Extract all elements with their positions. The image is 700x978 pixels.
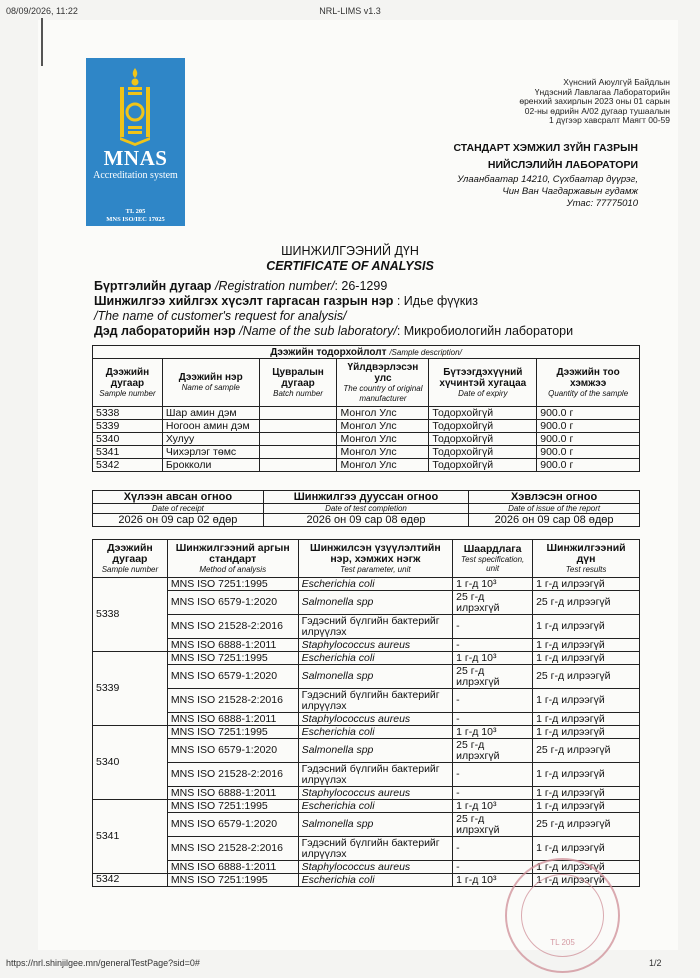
sample-row xyxy=(93,407,640,420)
result-value: 1 г-д илрээгүй xyxy=(533,763,640,787)
sample-cell: Тодорхойгүй xyxy=(429,420,537,433)
result-method: MNS ISO 7251:1995 xyxy=(167,652,298,665)
result-row xyxy=(93,800,640,813)
result-row xyxy=(93,665,640,689)
header-en: Quantity of the sample xyxy=(548,388,629,398)
result-value: 1 г-д илрээгүй xyxy=(533,726,640,739)
result-value: 25 г-д илрээгүй xyxy=(533,813,640,837)
sample-col-header xyxy=(429,359,537,407)
header-en: Name of sample xyxy=(181,383,240,392)
lab-name: СТАНДАРТ ХЭМЖИЛ ЗҮЙН ГАЗРЫН НИЙСЛЭЛИЙН ЛАБОРАТОРИ xyxy=(453,142,638,171)
result-spec: 25 г-д илрэхгүй xyxy=(453,813,533,837)
result-parameter: Гэдэсний бүлгийн бактерийг илрүүлэх xyxy=(298,689,453,713)
result-spec: 25 г-д илрэхгүй xyxy=(453,591,533,615)
header-en: Batch number xyxy=(273,388,323,398)
approval-line: өренхий захирлын 2023 оны 01 сарын xyxy=(519,96,670,106)
receipt-date-value: 2026 он 09 сар 02 өдөр xyxy=(93,514,264,527)
result-sample-number: 5341 xyxy=(93,800,168,874)
completion-date-label-en: Date of test completion xyxy=(263,504,468,514)
result-parameter: Staphylococcus aureus xyxy=(298,713,453,726)
logo-codes: TL 205 MNS ISO/IEC 17025 xyxy=(106,208,165,223)
results-col-header xyxy=(167,540,298,578)
result-row xyxy=(93,739,640,763)
result-value: 1 г-д илрээгүй xyxy=(533,652,640,665)
result-parameter: Staphylococcus aureus xyxy=(298,861,453,874)
sample-cell xyxy=(259,433,337,446)
header-en: Date of expiry xyxy=(458,388,508,398)
result-parameter: Гэдэсний бүлгийн бактерийг илрүүлэх xyxy=(298,615,453,639)
sample-cell: 5342 xyxy=(93,459,163,472)
official-seal xyxy=(505,858,620,973)
header-mn: Дээжийн дугаар xyxy=(105,366,150,389)
result-sample-number: 5339 xyxy=(93,652,168,726)
result-value: 1 г-д илрээгүй xyxy=(533,800,640,813)
result-method: MNS ISO 6888-1:2011 xyxy=(167,861,298,874)
print-timestamp: 08/09/2026, 11:22 xyxy=(6,6,78,16)
sample-row xyxy=(93,446,640,459)
sample-cell: Брокколи xyxy=(162,459,259,472)
result-sample-number: 5342 xyxy=(93,874,168,887)
result-method: MNS ISO 21528-2:2016 xyxy=(167,763,298,787)
sample-col-header xyxy=(162,359,259,407)
approval-note xyxy=(430,78,670,126)
logo-subtitle: Accreditation system xyxy=(93,170,178,181)
page-url: https://nrl.shinjilgee.mn/generalTestPage?sid=0# xyxy=(6,958,200,968)
completion-date-value: 2026 он 09 сар 08 өдөр xyxy=(263,514,468,527)
sample-cell: 900.0 г xyxy=(537,407,640,420)
sample-row xyxy=(93,459,640,472)
results-col-header xyxy=(298,540,453,578)
result-spec: - xyxy=(453,837,533,861)
result-row xyxy=(93,763,640,787)
sample-cell: 5340 xyxy=(93,433,163,446)
app-title: NRL-LIMS v1.3 xyxy=(319,6,381,16)
result-sample-number: 5338 xyxy=(93,578,168,652)
header-en: The country of original manufacturer xyxy=(343,383,423,403)
header-en: Test results xyxy=(565,565,607,574)
receipt-date-label: Хүлээн авсан огноо xyxy=(93,491,264,504)
header-mn: Үйлдвэрлэсэн улс xyxy=(347,361,419,384)
logo-name: MNAS xyxy=(103,146,168,170)
result-spec: - xyxy=(453,639,533,652)
lab-address: Улаанбаатар 14210, Сүхбаатар дүүрэг, Чин Ван Чагдаржавын гудамж Утас: 77775010 xyxy=(457,174,638,209)
approval-line: Хүнсний Аюулгүй Байдлын xyxy=(563,77,670,87)
result-row xyxy=(93,591,640,615)
result-parameter: Salmonella spp xyxy=(298,813,453,837)
header-mn: Дээжийн дугаар xyxy=(107,542,153,565)
result-spec: - xyxy=(453,615,533,639)
result-row xyxy=(93,615,640,639)
header-mn: Шаардлага xyxy=(463,543,522,555)
sample-cell: Монгол Улс xyxy=(337,459,429,472)
header-mn: Шинжилгээний дүн xyxy=(546,542,626,565)
sample-col-header xyxy=(93,359,163,407)
result-spec: 1 г-д 10³ xyxy=(453,800,533,813)
certificate-title-mn: ШИНЖИЛГЭЭНИЙ ДҮН xyxy=(281,244,419,258)
sample-cell: Тодорхойгүй xyxy=(429,433,537,446)
result-spec: 1 г-д 10³ xyxy=(453,874,533,887)
sample-row xyxy=(93,433,640,446)
seal-text: TL 205 xyxy=(550,938,575,947)
header-mn: Бүтээгдэхүүний хүчинтэй хугацаа xyxy=(439,366,527,389)
soyombo-emblem-icon xyxy=(114,66,156,146)
result-parameter: Salmonella spp xyxy=(298,591,453,615)
result-method: MNS ISO 6579-1:2020 xyxy=(167,739,298,763)
header-mn: Дээжийн нэр xyxy=(178,372,243,383)
result-value: 1 г-д илрээгүй xyxy=(533,713,640,726)
customer-line-en: /The name of customer's request for analysis/ xyxy=(94,309,347,323)
completion-date-label: Шинжилгээ дууссан огноо xyxy=(263,491,468,504)
result-row xyxy=(93,726,640,739)
result-spec: - xyxy=(453,713,533,726)
result-row xyxy=(93,689,640,713)
result-row xyxy=(93,639,640,652)
result-method: MNS ISO 21528-2:2016 xyxy=(167,689,298,713)
result-value: 1 г-д илрээгүй xyxy=(533,837,640,861)
sample-cell xyxy=(259,446,337,459)
sample-cell: 900.0 г xyxy=(537,459,640,472)
result-parameter: Гэдэсний бүлгийн бактерийг илрүүлэх xyxy=(298,763,453,787)
result-value: 1 г-д илрээгүй xyxy=(533,578,640,591)
sample-col-header xyxy=(537,359,640,407)
sample-cell: Шар амин дэм xyxy=(162,407,259,420)
registration-line: Бүртгэлийн дугаар /Registration number/: 26-1299 xyxy=(94,279,388,293)
result-sample-number: 5340 xyxy=(93,726,168,800)
result-spec: - xyxy=(453,763,533,787)
result-parameter: Escherichia coli xyxy=(298,800,453,813)
issue-date-label: Хэвлэсэн огноо xyxy=(469,491,640,504)
result-row xyxy=(93,787,640,800)
result-value: 1 г-д илрээгүй xyxy=(533,874,640,887)
result-parameter: Salmonella spp xyxy=(298,665,453,689)
approval-line: 02-ны өдрийн А/02 дугаар тушаалын xyxy=(524,105,670,116)
result-parameter: Escherichia coli xyxy=(298,874,453,887)
result-method: MNS ISO 7251:1995 xyxy=(167,874,298,887)
result-spec: - xyxy=(453,861,533,874)
sample-cell xyxy=(259,407,337,420)
result-value: 1 г-д илрээгүй xyxy=(533,787,640,800)
result-method: MNS ISO 7251:1995 xyxy=(167,578,298,591)
approval-line: Үндэсний Лавлагаа Лабораторийн xyxy=(534,86,670,97)
results-col-header xyxy=(533,540,640,578)
result-value: 1 г-д илрээгүй xyxy=(533,861,640,874)
result-method: MNS ISO 6579-1:2020 xyxy=(167,591,298,615)
receipt-date-label-en: Date of receipt xyxy=(93,504,264,514)
header-mn: Шинжилсэн үзүүлэлтийн нэр, хэмжих нэгж xyxy=(310,542,441,565)
sample-table-caption: Дээжийн тодорхойлолт /Sample description/ xyxy=(93,346,640,359)
result-method: MNS ISO 6888-1:2011 xyxy=(167,713,298,726)
result-value: 1 г-д илрээгүй xyxy=(533,615,640,639)
sample-row xyxy=(93,420,640,433)
sublab-line: Дэд лабораторийн нэр /Name of the sub laboratory/: Микробиологийн лаборатори xyxy=(94,324,574,338)
sample-cell: Монгол Улс xyxy=(337,420,429,433)
result-spec: 1 г-д 10³ xyxy=(453,652,533,665)
result-spec: 1 г-д 10³ xyxy=(453,578,533,591)
result-row xyxy=(93,813,640,837)
header-mn: Шинжилгээний аргын стандарт xyxy=(175,542,290,565)
sample-cell: Монгол Улс xyxy=(337,407,429,420)
header-en: Test specification, unit xyxy=(460,555,525,573)
header-en: Test parameter, unit xyxy=(340,565,411,574)
issue-date-value: 2026 он 09 сар 08 өдөр xyxy=(469,514,640,527)
result-value: 25 г-д илрээгүй xyxy=(533,739,640,763)
result-row xyxy=(93,652,640,665)
customer-line: Шинжилгээ хийлгэх хүсэлт гаргасан газрын нэр : Идье фүүкиз xyxy=(94,294,478,308)
result-method: MNS ISO 6888-1:2011 xyxy=(167,639,298,652)
result-method: MNS ISO 6579-1:2020 xyxy=(167,813,298,837)
sample-cell: Монгол Улс xyxy=(337,446,429,459)
result-row xyxy=(93,578,640,591)
sample-cell: Чихэрлэг төмс xyxy=(162,446,259,459)
sample-description-table xyxy=(92,345,640,472)
result-row xyxy=(93,837,640,861)
sample-cell: 5338 xyxy=(93,407,163,420)
result-method: MNS ISO 21528-2:2016 xyxy=(167,615,298,639)
results-col-header xyxy=(453,540,533,578)
issue-date-label-en: Date of issue of the report xyxy=(469,504,640,514)
result-spec: - xyxy=(453,689,533,713)
header-en: Sample number xyxy=(99,388,156,398)
result-spec: 25 г-д илрэхгүй xyxy=(453,739,533,763)
result-value: 25 г-д илрээгүй xyxy=(533,665,640,689)
sample-cell: 900.0 г xyxy=(537,433,640,446)
header-en: Method of analysis xyxy=(199,565,267,574)
header-mn: Дээжийн тоо хэмжээ xyxy=(556,366,620,389)
result-parameter: Escherichia coli xyxy=(298,578,453,591)
result-method: MNS ISO 7251:1995 xyxy=(167,800,298,813)
sample-cell xyxy=(259,459,337,472)
certificate-title-en: CERTIFICATE OF ANALYSIS xyxy=(266,259,434,273)
result-method: MNS ISO 7251:1995 xyxy=(167,726,298,739)
result-value: 25 г-д илрээгүй xyxy=(533,591,640,615)
header-mn: Цувралын дугаар xyxy=(272,366,324,389)
sample-cell xyxy=(259,420,337,433)
sample-col-header xyxy=(337,359,429,407)
results-table xyxy=(92,539,640,887)
sample-cell: Тодорхойгүй xyxy=(429,407,537,420)
sample-cell: Хулуу xyxy=(162,433,259,446)
sample-cell: 900.0 г xyxy=(537,420,640,433)
result-parameter: Escherichia coli xyxy=(298,726,453,739)
result-method: MNS ISO 21528-2:2016 xyxy=(167,837,298,861)
result-parameter: Staphylococcus aureus xyxy=(298,639,453,652)
mnas-logo xyxy=(86,58,185,226)
result-method: MNS ISO 6579-1:2020 xyxy=(167,665,298,689)
result-parameter: Salmonella spp xyxy=(298,739,453,763)
approval-line: 1 дүгээр хавсралт Маягт 00-59 xyxy=(549,115,670,125)
page-count: 1/2 xyxy=(649,958,662,968)
sample-cell: 5339 xyxy=(93,420,163,433)
sample-cell: 5341 xyxy=(93,446,163,459)
sample-cell: 900.0 г xyxy=(537,446,640,459)
result-parameter: Escherichia coli xyxy=(298,652,453,665)
result-row xyxy=(93,713,640,726)
result-spec: - xyxy=(453,787,533,800)
dates-table xyxy=(92,490,640,527)
result-spec: 25 г-д илрэхгүй xyxy=(453,665,533,689)
result-parameter: Гэдэсний бүлгийн бактерийг илрүүлэх xyxy=(298,837,453,861)
sample-cell: Тодорхойгүй xyxy=(429,459,537,472)
sample-cell: Ногоон амин дэм xyxy=(162,420,259,433)
header-en: Sample number xyxy=(101,565,159,574)
sample-cell: Тодорхойгүй xyxy=(429,446,537,459)
results-col-header xyxy=(93,540,168,578)
result-value: 1 г-д илрээгүй xyxy=(533,689,640,713)
result-spec: 1 г-д 10³ xyxy=(453,726,533,739)
sample-col-header xyxy=(259,359,337,407)
sample-cell: Монгол Улс xyxy=(337,433,429,446)
result-value: 1 г-д илрээгүй xyxy=(533,639,640,652)
result-method: MNS ISO 6888-1:2011 xyxy=(167,787,298,800)
pen-mark xyxy=(41,18,43,66)
result-parameter: Staphylococcus aureus xyxy=(298,787,453,800)
